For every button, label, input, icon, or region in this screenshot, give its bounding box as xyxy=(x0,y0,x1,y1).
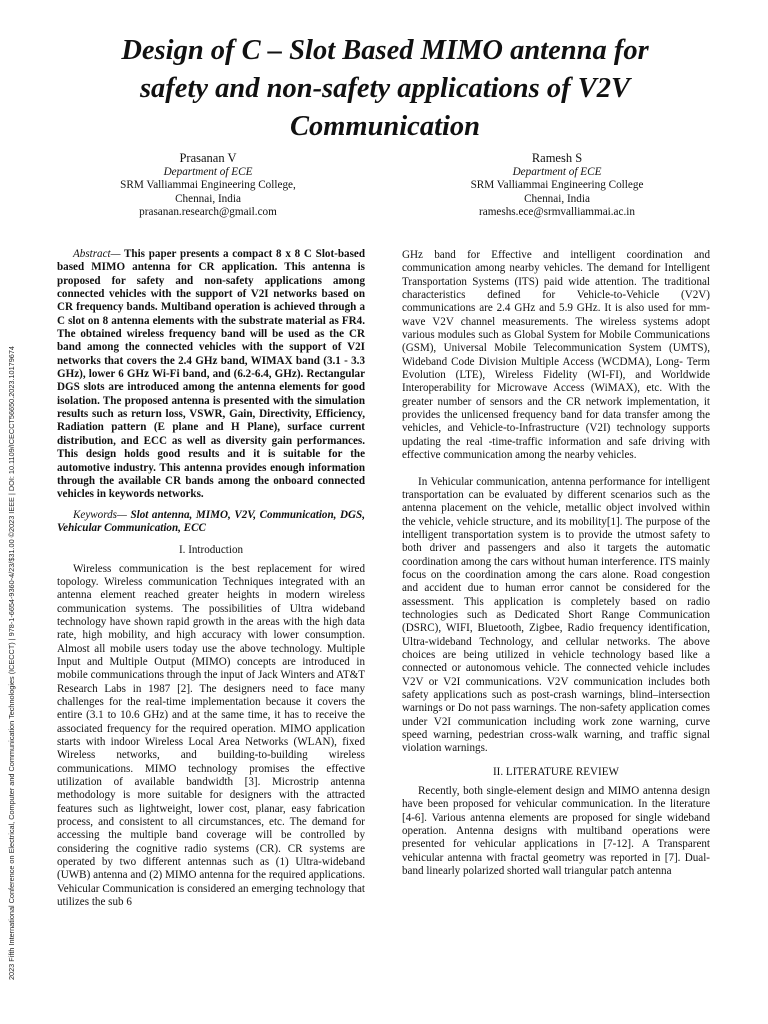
introduction-paragraph-2: In Vehicular communication, antenna performance for intelligent transportation can be evaluated by different scenarios such as the antenna placement on the vehicle, metallic object involved within the vehicle, vehicle structure, and its mobility[1]. The purpose of the intelligent transportation system is to provide the utmost safety to both driver and passengers and also it targets the automatic coordination among the cars without human interference. ITS mainly focus on the coordination among the cars alone. Road congestion and accident due to human error cannot be considered for the assessment. This application is completely based on radio technologies such as Dedicated Short Range Communication (DSRC), WIFI, Bluetooth, Zigbee, Radio frequency identification, Ultra-wideband Technology, and cellular networks. The above choices are being utilized in vehicle technology based like a connected or autonomous vehicle. The connected vehicle includes V2V or V2I communications. V2V communication includes both safety applications such as post-crash warnings, blind–intersection warnings or Do not pass warnings. The non-safety application comes under V2I communication including work zone warning, curve speed warning, pedestrian cross-walk warning, and traffic signal violation warnings. xyxy=(402,475,710,755)
right-column xyxy=(402,249,710,878)
author-name: Ramesh S xyxy=(531,151,583,165)
section-heading-literature-review: II. LITERATURE REVIEW xyxy=(492,765,619,778)
author-location: Chennai, India xyxy=(524,192,590,205)
left-column xyxy=(57,248,365,910)
keywords-label: Keywords— xyxy=(73,508,127,521)
author-location: Chennai, India xyxy=(175,192,241,205)
author-affiliation: SRM Valliammai Engineering College xyxy=(470,179,644,192)
author-department: Department of ECE xyxy=(163,166,253,178)
author-department: Department of ECE xyxy=(512,166,602,178)
literature-review-paragraph: Recently, both single-element design and MIMO antenna design have been proposed for vehicular communication. In the literature [4-6]. Various antenna elements are proposed for single wideband operation. Antenna designs with multiband operations were presented for vehicular applications in [7-12]. A Transparent vehicular antenna with fractal geometry was reported in [7]. Dual-band linearly polarized shorted wall triangular patch antenna xyxy=(402,785,710,878)
author-affiliation: SRM Valliammai Engineering College, xyxy=(120,179,296,192)
introduction-paragraph-continued: GHz band for Effective and intelligent coordination and communication among nearby vehicles. The demand for Intelligent Transportation Systems (ITS) paid wide attention. The traditional characteristics defined for Vehicle-to-Vehicle (V2V) communications are 2.4 GHz and 5.9 GHz. It is also used for mm-wave V2V channel measurements. The wireless systems adopt various modules such as Global System for Mobile Communications (GSM), Universal Mobile Telecommunication System (UMTS), Wideband Code Division Multiple Access (WCDMA), Long- Term Evolution (LTE), Wireless Fidelity (WI-FI), and Worldwide Interoperability for Microwave Access (WiMAX), etc. With the greater number of sensors and the CR network implementation, it provides the unlicensed frequency band for data transfer among the vehicles, and Vehicle-to-Infrastructure (V2I) technology supports updating the real -time-traffic information and safe driving with effective communication among the nearby vehicles. xyxy=(402,249,710,462)
paper-title: Design of C – Slot Based MIMO antenna for safety and non-safety applications of V2V Communication xyxy=(121,35,649,142)
author-name: Prasanan V xyxy=(179,151,237,165)
keywords-text: Slot antenna, MIMO, V2V, Communication, DGS, Vehicular Communication, ECC xyxy=(57,508,365,534)
conference-sidebar-note: 2023 Fifth International Conference on Electrical, Computer and Communication Technologies (ICECCT) | 978-1-6654-9360-4/23/$31.00 ©2023 IEEE | DOI: 10.1109/ICECCT56650.2023.10179674 xyxy=(7,346,16,980)
keywords xyxy=(57,509,365,536)
author-email: rameshs.ece@srmvalliammai.ac.in xyxy=(479,205,635,218)
section-heading-introduction: I. Introduction xyxy=(178,544,244,557)
author-block-1 xyxy=(78,150,338,219)
introduction-paragraph: Wireless communication is the best replacement for wired topology. Wireless communication Techniques integrated with an antenna element reached greater heights in modern wireless communication systems. The possibilities of Ultra wideband technology have shown rapid growth in the areas with the high data rate, high mobility, and high accuracy with lower consumption. Almost all mobile users today use the above technology. Multiple Input and Multiple Output (MIMO) concepts are introduced in mobile communications through the input of Jack Winters and AT&T Research Labs in 1987 [2]. The designers need to face many challenges for the real-time implementation because it covers the entire (3.1 to 10.6 GHz) and at the same time, it has to receive the associated frequency for the required operation. MIMO application starts with indoor Wireless Local Area Networks (WLAN), fixed Wireless networks, and building-to-building wireless communications. MIMO technology promises the effective utilization of available bandwidth [3]. Microstrip antenna methodology is more suitable for designers with the attracted features such as lightweight, lower cost, planar, easy fabrication process, and consistent to all circumstances, etc. The demand for accessing the multiple band coverage will be controlled by considering the cognitive radio systems (CR). CR systems are operated by two different antennas such as (1) Ultra-wideband (UWB) antenna and (2) MIMO antenna for the required applications. Vehicular Communication is considered an emerging technology that utilizes the sub 6 xyxy=(57,562,365,909)
abstract-text: This paper presents a compact 8 x 8 C Slot-based based MIMO antenna for CR application. This antenna is proposed for safety and non-safety applications among connected vehicles with the support of V2I networks based on CR frequency bands. Multiband operation is achieved through a C slot on 8 antenna elements with the substrate material as FR4. The obtained wireless frequency band will be used as the CR band among the connected vehicles with the support of V2I networks that covers the 2.4 GHz band, WIMAX band (3.1 - 3.3 GHz), lower 6 GHz Wi-Fi band, and (6.2-6.4, GHz). Rectangular DGS slots are introduced among the antenna elements for good isolation. The proposed antenna is presented with the simulation results such as return loss, VSWR, Gain, Directivity, Efficiency, Radiation pattern (E plane and H Plane), surface current distribution, and ECC as well as diversity gain performances. This design holds good results and it is suitable for the automotive industry. This antenna provides enough information through the available CR bands among the onboard connected vehicles in keywords networks. xyxy=(57,248,365,501)
author-block-2 xyxy=(427,150,687,219)
author-email: prasanan.research@gmail.com xyxy=(139,205,277,218)
abstract-label: Abstract— xyxy=(73,248,121,260)
abstract xyxy=(57,248,365,502)
